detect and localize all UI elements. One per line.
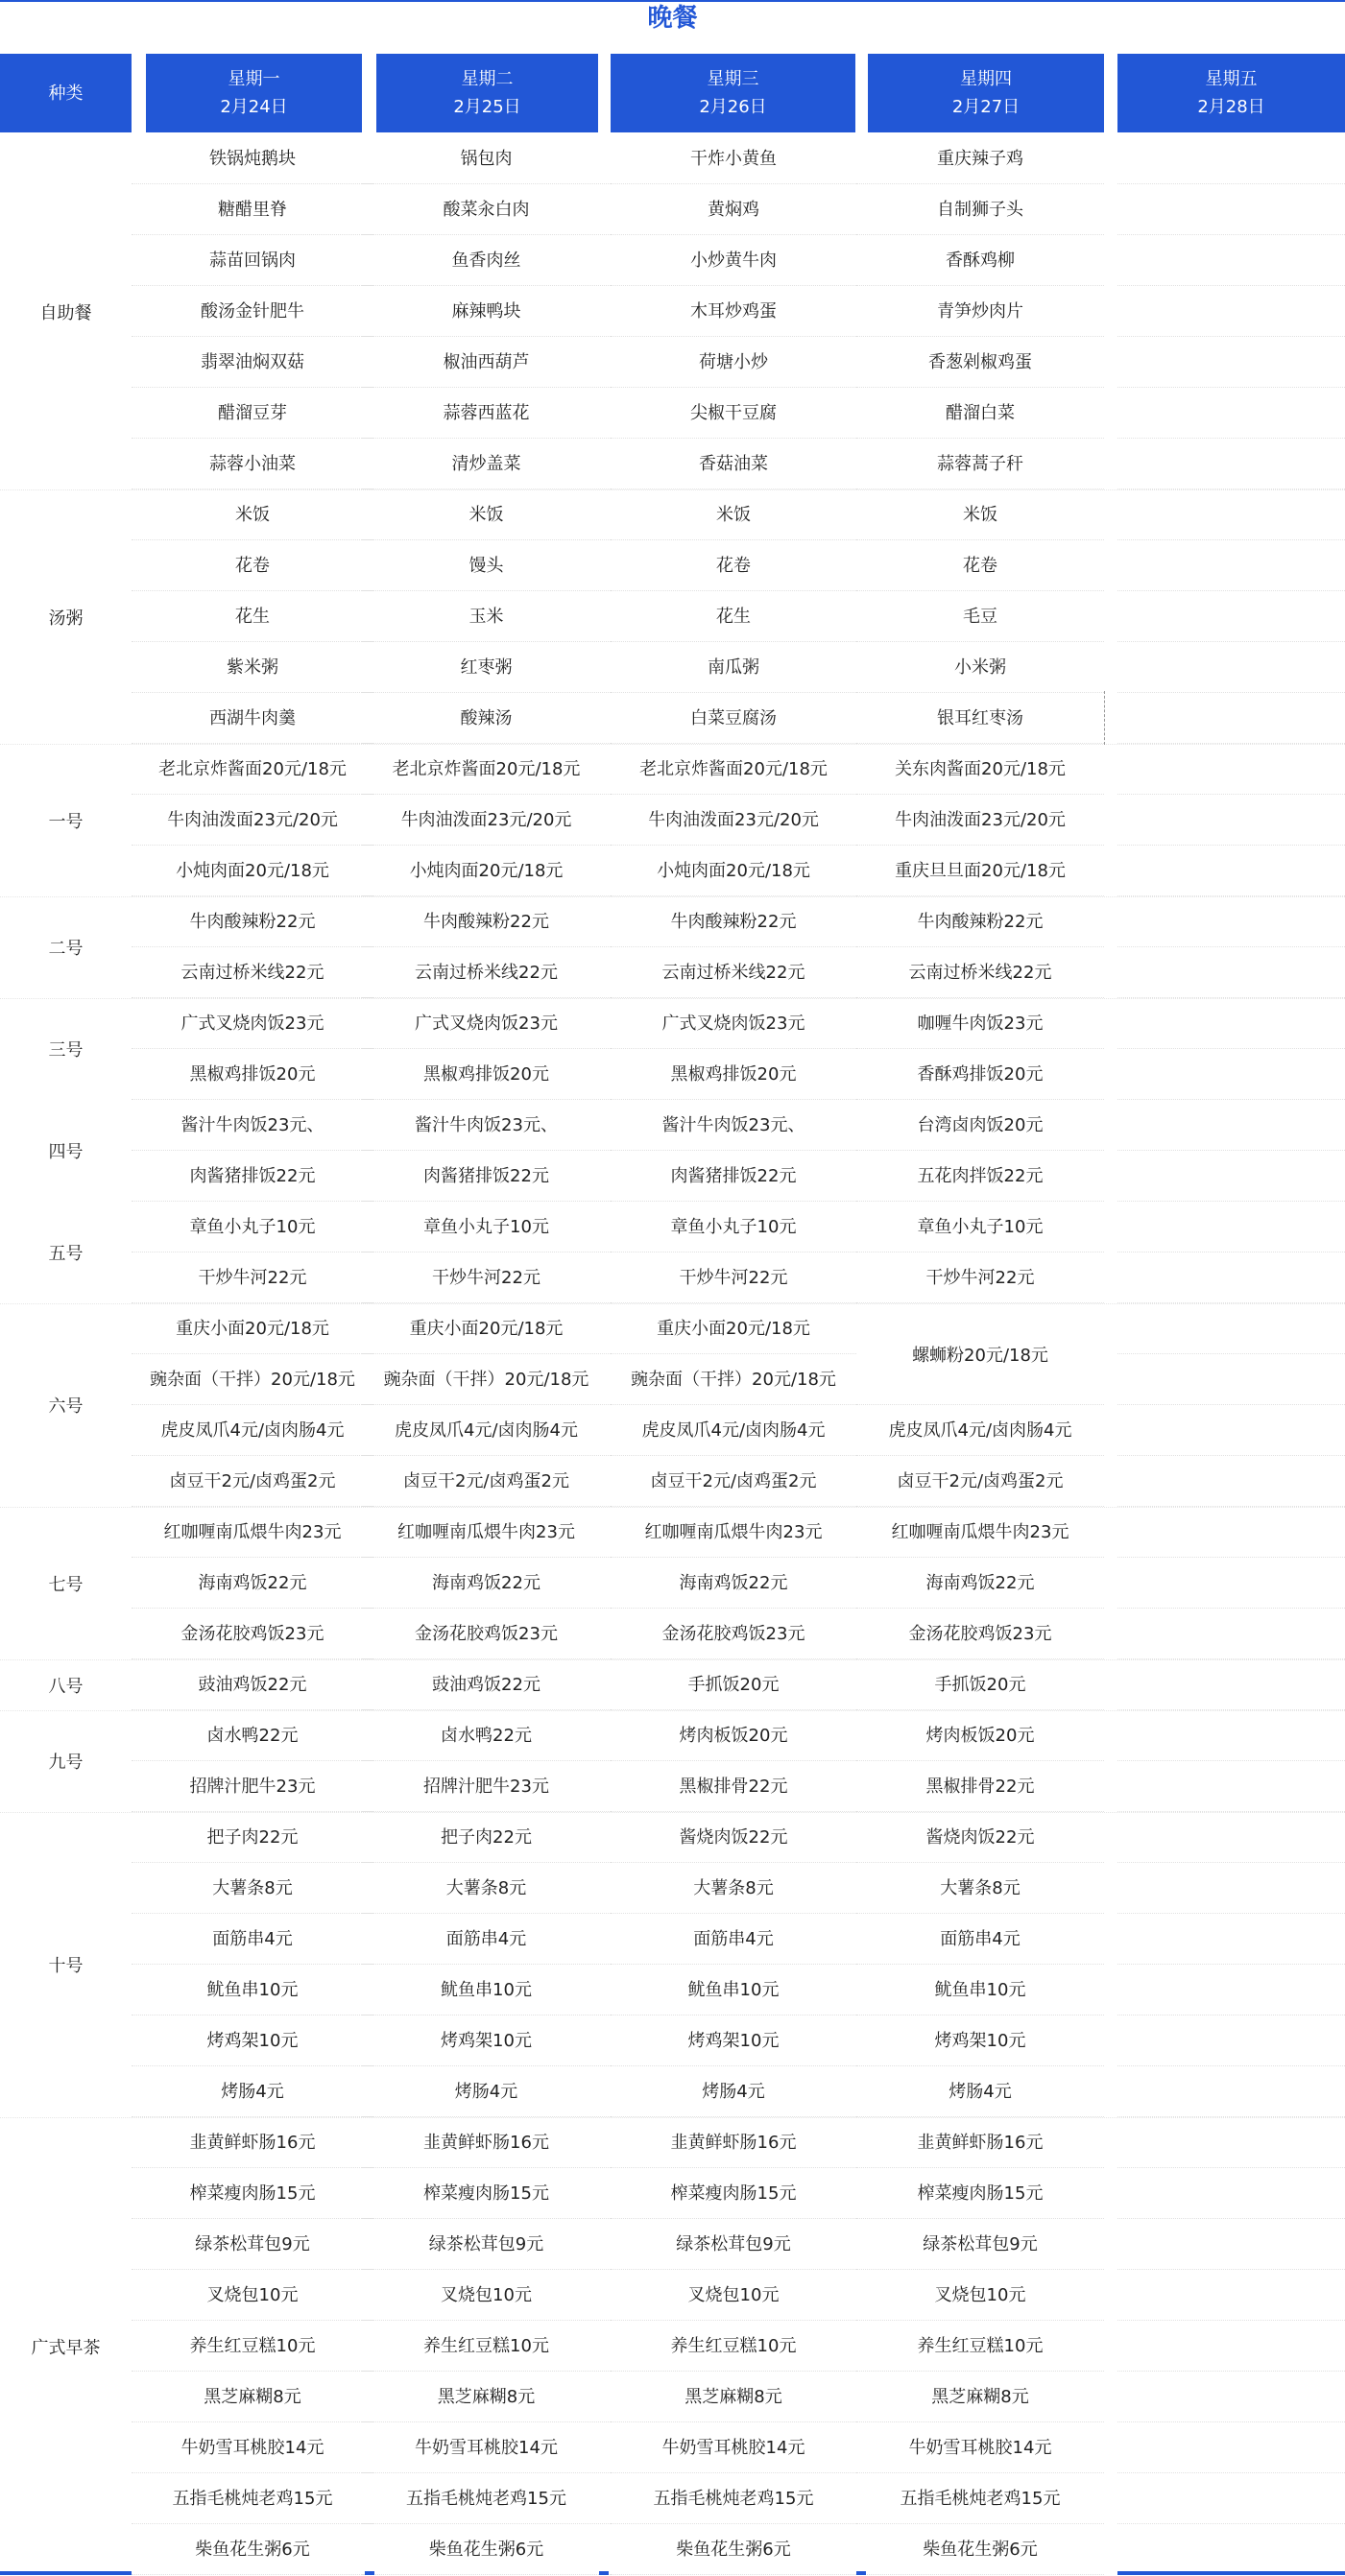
menu-item-cell: 金汤花胶鸡饭23元 bbox=[856, 1609, 1104, 1659]
menu-item-cell: 银耳红枣汤 bbox=[856, 693, 1104, 744]
menu-item-cell: 酱汁牛肉饭23元、 bbox=[611, 1100, 856, 1151]
menu-item-cell: 小炖肉面20元/18元 bbox=[132, 846, 373, 896]
menu-item-cell: 老北京炸酱面20元/18元 bbox=[362, 744, 611, 795]
menu-item-cell: 干炸小黄鱼 bbox=[611, 133, 856, 184]
menu-item-cell: 牛肉油泼面23元/20元 bbox=[132, 795, 373, 846]
menu-item-cell: 鱿鱼串10元 bbox=[856, 1965, 1104, 2015]
menu-item-cell: 广式叉烧肉饭23元 bbox=[611, 998, 856, 1049]
menu-item-cell: 咖喱牛肉饭23元 bbox=[856, 998, 1104, 1049]
empty-day-cell bbox=[1117, 2066, 1345, 2117]
menu-item-cell: 小米粥 bbox=[856, 642, 1104, 693]
empty-day-cell bbox=[1117, 184, 1345, 235]
empty-day-cell bbox=[1117, 2015, 1345, 2066]
menu-item-cell: 卤水鸭22元 bbox=[132, 1710, 373, 1761]
menu-item-cell: 烤鸡架10元 bbox=[856, 2015, 1104, 2066]
menu-item-cell: 蒜苗回锅肉 bbox=[132, 235, 373, 286]
bottom-border bbox=[0, 2571, 132, 2575]
menu-item-cell: 鱼香肉丝 bbox=[362, 235, 611, 286]
menu-item-cell: 黑芝麻糊8元 bbox=[132, 2372, 373, 2422]
menu-item-cell: 五指毛桃炖老鸡15元 bbox=[132, 2473, 373, 2524]
empty-day-cell bbox=[1117, 744, 1345, 795]
menu-item-cell: 香葱剁椒鸡蛋 bbox=[856, 337, 1104, 388]
menu-item-cell: 鱿鱼串10元 bbox=[611, 1965, 856, 2015]
menu-item-cell: 重庆小面20元/18元 bbox=[362, 1303, 611, 1354]
menu-item-cell: 小炖肉面20元/18元 bbox=[362, 846, 611, 896]
menu-item-cell: 黑椒排骨22元 bbox=[856, 1761, 1104, 1812]
menu-item-cell: 金汤花胶鸡饭23元 bbox=[611, 1609, 856, 1659]
menu-item-cell: 牛肉酸辣粉22元 bbox=[856, 896, 1104, 947]
menu-item-cell: 五花肉拌饭22元 bbox=[856, 1151, 1104, 1202]
menu-item-cell: 烤肠4元 bbox=[856, 2066, 1104, 2117]
empty-day-cell bbox=[1117, 1049, 1345, 1100]
menu-item-cell: 玉米 bbox=[362, 591, 611, 642]
menu-item-cell: 韭黄鲜虾肠16元 bbox=[132, 2117, 373, 2168]
menu-item-cell: 海南鸡饭22元 bbox=[132, 1558, 373, 1609]
menu-item-cell: 卤豆干2元/卤鸡蛋2元 bbox=[856, 1456, 1104, 1507]
menu-item-cell: 黑芝麻糊8元 bbox=[362, 2372, 611, 2422]
menu-item-cell: 金汤花胶鸡饭23元 bbox=[362, 1609, 611, 1659]
menu-item-cell: 白菜豆腐汤 bbox=[611, 693, 856, 744]
menu-item-cell: 自制狮子头 bbox=[856, 184, 1104, 235]
bottom-border bbox=[856, 2571, 866, 2575]
menu-item-cell: 手抓饭20元 bbox=[856, 1659, 1104, 1710]
menu-item-cell: 重庆小面20元/18元 bbox=[132, 1303, 373, 1354]
menu-item-cell: 牛肉酸辣粉22元 bbox=[132, 896, 373, 947]
menu-item-cell: 大薯条8元 bbox=[362, 1863, 611, 1914]
menu-item-cell: 黄焖鸡 bbox=[611, 184, 856, 235]
menu-item-cell: 南瓜粥 bbox=[611, 642, 856, 693]
category-label: 六号 bbox=[48, 1396, 84, 1417]
menu-item-cell: 红咖喱南瓜煨牛肉23元 bbox=[856, 1507, 1104, 1558]
menu-item-cell: 章鱼小丸子10元 bbox=[856, 1202, 1104, 1252]
menu-item-cell: 老北京炸酱面20元/18元 bbox=[611, 744, 856, 795]
category-label: 八号 bbox=[48, 1676, 84, 1697]
menu-item-cell: 烤肉板饭20元 bbox=[856, 1710, 1104, 1761]
menu-item-cell: 米饭 bbox=[362, 489, 611, 540]
page-title: 晚餐 bbox=[647, 4, 698, 33]
menu-item-cell: 蒜蓉蒿子秆 bbox=[856, 439, 1104, 489]
menu-item-cell: 干炒牛河22元 bbox=[132, 1252, 373, 1303]
menu-item-cell: 花卷 bbox=[132, 540, 373, 591]
empty-day-cell bbox=[1117, 489, 1345, 540]
empty-day-cell bbox=[1117, 1202, 1345, 1252]
menu-item-cell: 红咖喱南瓜煨牛肉23元 bbox=[362, 1507, 611, 1558]
header-day-tue bbox=[376, 54, 598, 132]
menu-item-cell: 干炒牛河22元 bbox=[362, 1252, 611, 1303]
menu-item-cell: 牛奶雪耳桃胶14元 bbox=[611, 2422, 856, 2473]
menu-item-cell: 面筋串4元 bbox=[362, 1914, 611, 1965]
menu-item-cell: 卤豆干2元/卤鸡蛋2元 bbox=[611, 1456, 856, 1507]
menu-item-cell: 毛豆 bbox=[856, 591, 1104, 642]
menu-item-cell: 清炒盖菜 bbox=[362, 439, 611, 489]
menu-item-cell: 招牌汁肥牛23元 bbox=[362, 1761, 611, 1812]
menu-item-cell: 海南鸡饭22元 bbox=[856, 1558, 1104, 1609]
empty-day-cell bbox=[1117, 1863, 1345, 1914]
menu-item-cell: 章鱼小丸子10元 bbox=[132, 1202, 373, 1252]
menu-item-cell: 牛肉油泼面23元/20元 bbox=[362, 795, 611, 846]
category-label: 九号 bbox=[48, 1753, 84, 1773]
menu-item-cell: 把子肉22元 bbox=[132, 1812, 373, 1863]
menu-item-cell: 黑椒排骨22元 bbox=[611, 1761, 856, 1812]
menu-item-cell: 小炒黄牛肉 bbox=[611, 235, 856, 286]
empty-day-cell bbox=[1117, 795, 1345, 846]
menu-item-cell: 五指毛桃炖老鸡15元 bbox=[856, 2473, 1104, 2524]
category-label: 四号 bbox=[48, 1142, 84, 1162]
category-label: 自助餐 bbox=[39, 302, 92, 323]
empty-day-cell bbox=[1117, 2168, 1345, 2219]
menu-item-cell: 面筋串4元 bbox=[611, 1914, 856, 1965]
menu-item-cell: 翡翠油焖双菇 bbox=[132, 337, 373, 388]
menu-item-cell: 豌杂面（干拌）20元/18元 bbox=[132, 1354, 373, 1405]
bottom-border bbox=[1117, 2571, 1345, 2575]
menu-item-cell: 醋溜白菜 bbox=[856, 388, 1104, 439]
empty-day-cell bbox=[1117, 2219, 1345, 2270]
menu-item-cell: 海南鸡饭22元 bbox=[362, 1558, 611, 1609]
header-date: 2月27日 bbox=[951, 97, 1021, 117]
menu-item-cell: 酱汁牛肉饭23元、 bbox=[132, 1100, 373, 1151]
category-label: 汤粥 bbox=[48, 608, 84, 629]
menu-item-cell: 章鱼小丸子10元 bbox=[362, 1202, 611, 1252]
menu-item-cell: 肉酱猪排饭22元 bbox=[611, 1151, 856, 1202]
empty-day-cell bbox=[1117, 947, 1345, 998]
menu-item-cell: 把子肉22元 bbox=[362, 1812, 611, 1863]
menu-item-cell: 卤水鸭22元 bbox=[362, 1710, 611, 1761]
menu-item-cell: 豉油鸡饭22元 bbox=[362, 1659, 611, 1710]
menu-item-cell: 章鱼小丸子10元 bbox=[611, 1202, 856, 1252]
menu-item-cell: 牛肉酸辣粉22元 bbox=[362, 896, 611, 947]
menu-item-cell: 西湖牛肉羹 bbox=[132, 693, 373, 744]
header-date: 2月25日 bbox=[453, 97, 521, 117]
menu-item-cell: 米饭 bbox=[132, 489, 373, 540]
menu-item-cell: 米饭 bbox=[611, 489, 856, 540]
menu-item-cell: 云南过桥米线22元 bbox=[132, 947, 373, 998]
menu-item-cell: 重庆旦旦面20元/18元 bbox=[856, 846, 1104, 896]
empty-day-cell bbox=[1117, 286, 1345, 337]
menu-item-cell: 酱烧肉饭22元 bbox=[611, 1812, 856, 1863]
menu-item-cell: 烤鸡架10元 bbox=[362, 2015, 611, 2066]
menu-item-cell: 卤豆干2元/卤鸡蛋2元 bbox=[132, 1456, 373, 1507]
menu-item-cell: 花卷 bbox=[611, 540, 856, 591]
menu-item-cell: 干炒牛河22元 bbox=[611, 1252, 856, 1303]
empty-day-cell bbox=[1117, 896, 1345, 947]
header-weekday: 星期二 bbox=[461, 69, 514, 89]
menu-item-cell: 馒头 bbox=[362, 540, 611, 591]
empty-day-cell bbox=[1117, 2117, 1345, 2168]
empty-day-cell bbox=[1117, 693, 1345, 744]
menu-item-cell: 绿茶松茸包9元 bbox=[362, 2219, 611, 2270]
menu-item-cell: 手抓饭20元 bbox=[611, 1659, 856, 1710]
empty-day-cell bbox=[1117, 1965, 1345, 2015]
menu-item-cell: 黑芝麻糊8元 bbox=[856, 2372, 1104, 2422]
empty-day-cell bbox=[1117, 337, 1345, 388]
menu-item-cell: 锅包肉 bbox=[362, 133, 611, 184]
empty-day-cell bbox=[1117, 591, 1345, 642]
menu-item-cell: 养生红豆糕10元 bbox=[362, 2321, 611, 2372]
menu-item-cell: 鱿鱼串10元 bbox=[132, 1965, 373, 2015]
menu-item-cell: 黑椒鸡排饭20元 bbox=[362, 1049, 611, 1100]
menu-item-cell: 豉油鸡饭22元 bbox=[132, 1659, 373, 1710]
empty-day-cell bbox=[1117, 540, 1345, 591]
menu-item-cell: 柴鱼花生粥6元 bbox=[132, 2524, 373, 2575]
menu-item-cell: 香酥鸡柳 bbox=[856, 235, 1104, 286]
menu-item-cell: 榨菜瘦肉肠15元 bbox=[856, 2168, 1104, 2219]
menu-item-cell: 烤肠4元 bbox=[611, 2066, 856, 2117]
menu-item-cell: 酸菜汆白肉 bbox=[362, 184, 611, 235]
menu-item-cell: 麻辣鸭块 bbox=[362, 286, 611, 337]
menu-item-cell: 黑芝麻糊8元 bbox=[611, 2372, 856, 2422]
menu-item-cell: 面筋串4元 bbox=[856, 1914, 1104, 1965]
menu-item-cell: 小炖肉面20元/18元 bbox=[611, 846, 856, 896]
category-label: 三号 bbox=[48, 1040, 84, 1061]
empty-day-cell bbox=[1117, 2321, 1345, 2372]
empty-day-cell bbox=[1117, 642, 1345, 693]
bottom-border bbox=[365, 2571, 374, 2575]
header-day-mon bbox=[146, 54, 362, 132]
header-date: 2月26日 bbox=[699, 97, 767, 117]
menu-item-cell: 黑椒鸡排饭20元 bbox=[611, 1049, 856, 1100]
menu-item-cell: 荷塘小炒 bbox=[611, 337, 856, 388]
empty-day-cell bbox=[1117, 388, 1345, 439]
menu-item-cell: 海南鸡饭22元 bbox=[611, 1558, 856, 1609]
menu-item-cell: 绿茶松茸包9元 bbox=[856, 2219, 1104, 2270]
menu-item-cell: 烤肠4元 bbox=[362, 2066, 611, 2117]
menu-item-cell: 绿茶松茸包9元 bbox=[611, 2219, 856, 2270]
menu-item-cell: 牛奶雪耳桃胶14元 bbox=[856, 2422, 1104, 2473]
menu-item-cell: 干炒牛河22元 bbox=[856, 1252, 1104, 1303]
empty-day-cell bbox=[1117, 1761, 1345, 1812]
menu-item-cell: 黑椒鸡排饭20元 bbox=[132, 1049, 373, 1100]
menu-item-cell: 韭黄鲜虾肠16元 bbox=[611, 2117, 856, 2168]
menu-item-cell: 榨菜瘦肉肠15元 bbox=[611, 2168, 856, 2219]
menu-item-cell: 蒜蓉小油菜 bbox=[132, 439, 373, 489]
menu-item-cell: 养生红豆糕10元 bbox=[611, 2321, 856, 2372]
menu-item-cell: 柴鱼花生粥6元 bbox=[362, 2524, 611, 2575]
empty-day-cell bbox=[1117, 1507, 1345, 1558]
menu-item-cell: 叉烧包10元 bbox=[611, 2270, 856, 2321]
menu-item-cell: 醋溜豆芽 bbox=[132, 388, 373, 439]
menu-item-cell: 鱿鱼串10元 bbox=[362, 1965, 611, 2015]
menu-item-cell: 牛肉酸辣粉22元 bbox=[611, 896, 856, 947]
menu-item-cell: 紫米粥 bbox=[132, 642, 373, 693]
menu-item-cell: 关东肉酱面20元/18元 bbox=[856, 744, 1104, 795]
menu-item-cell: 螺蛳粉20元/18元 bbox=[856, 1303, 1104, 1405]
menu-item-cell: 虎皮凤爪4元/卤肉肠4元 bbox=[132, 1405, 373, 1456]
menu-item-cell: 铁锅炖鹅块 bbox=[132, 133, 373, 184]
menu-item-cell: 烤鸡架10元 bbox=[132, 2015, 373, 2066]
menu-item-cell: 牛奶雪耳桃胶14元 bbox=[362, 2422, 611, 2473]
empty-day-cell bbox=[1117, 1558, 1345, 1609]
empty-day-cell bbox=[1117, 1151, 1345, 1202]
menu-item-cell: 花生 bbox=[611, 591, 856, 642]
menu-item-cell: 虎皮凤爪4元/卤肉肠4元 bbox=[611, 1405, 856, 1456]
menu-item-cell: 叉烧包10元 bbox=[132, 2270, 373, 2321]
menu-item-cell: 五指毛桃炖老鸡15元 bbox=[362, 2473, 611, 2524]
menu-item-cell: 香菇油菜 bbox=[611, 439, 856, 489]
menu-item-cell: 叉烧包10元 bbox=[362, 2270, 611, 2321]
empty-day-cell bbox=[1117, 1812, 1345, 1863]
menu-item-cell: 养生红豆糕10元 bbox=[132, 2321, 373, 2372]
menu-item-cell: 大薯条8元 bbox=[611, 1863, 856, 1914]
menu-item-cell: 蒜蓉西蓝花 bbox=[362, 388, 611, 439]
empty-day-cell bbox=[1117, 846, 1345, 896]
menu-item-cell: 烤肠4元 bbox=[132, 2066, 373, 2117]
menu-item-cell: 榨菜瘦肉肠15元 bbox=[362, 2168, 611, 2219]
menu-item-cell: 豌杂面（干拌）20元/18元 bbox=[611, 1354, 856, 1405]
menu-item-cell: 面筋串4元 bbox=[132, 1914, 373, 1965]
menu-item-cell: 台湾卤肉饭20元 bbox=[856, 1100, 1104, 1151]
menu-item-cell: 酱汁牛肉饭23元、 bbox=[362, 1100, 611, 1151]
header-category-label: 种类 bbox=[48, 83, 84, 104]
menu-item-cell: 酱烧肉饭22元 bbox=[856, 1812, 1104, 1863]
bottom-border bbox=[599, 2571, 609, 2575]
menu-item-cell: 叉烧包10元 bbox=[856, 2270, 1104, 2321]
menu-item-cell: 肉酱猪排饭22元 bbox=[132, 1151, 373, 1202]
menu-item-cell: 柴鱼花生粥6元 bbox=[856, 2524, 1104, 2575]
empty-day-cell bbox=[1117, 1354, 1345, 1405]
category-label: 一号 bbox=[48, 811, 84, 832]
empty-day-cell bbox=[1117, 133, 1345, 184]
menu-item-cell: 韭黄鲜虾肠16元 bbox=[856, 2117, 1104, 2168]
empty-day-cell bbox=[1117, 2524, 1345, 2575]
menu-item-cell: 红枣粥 bbox=[362, 642, 611, 693]
menu-item-cell: 广式叉烧肉饭23元 bbox=[132, 998, 373, 1049]
menu-item-cell: 豌杂面（干拌）20元/18元 bbox=[362, 1354, 611, 1405]
menu-item-cell: 米饭 bbox=[856, 489, 1104, 540]
empty-day-cell bbox=[1117, 1710, 1345, 1761]
header-category bbox=[0, 54, 132, 132]
empty-day-cell bbox=[1117, 1405, 1345, 1456]
menu-item-cell: 广式叉烧肉饭23元 bbox=[362, 998, 611, 1049]
empty-day-cell bbox=[1117, 2422, 1345, 2473]
menu-item-cell: 云南过桥米线22元 bbox=[611, 947, 856, 998]
menu-item-cell: 招牌汁肥牛23元 bbox=[132, 1761, 373, 1812]
menu-item-cell: 烤肉板饭20元 bbox=[611, 1710, 856, 1761]
header-weekday: 星期一 bbox=[228, 69, 280, 89]
header-day-wed bbox=[611, 54, 855, 132]
menu-item-cell: 大薯条8元 bbox=[856, 1863, 1104, 1914]
menu-item-cell: 卤豆干2元/卤鸡蛋2元 bbox=[362, 1456, 611, 1507]
menu-item-cell: 花生 bbox=[132, 591, 373, 642]
menu-item-cell: 牛奶雪耳桃胶14元 bbox=[132, 2422, 373, 2473]
menu-item-cell: 酸汤金针肥牛 bbox=[132, 286, 373, 337]
menu-item-cell: 重庆小面20元/18元 bbox=[611, 1303, 856, 1354]
menu-item-cell: 虎皮凤爪4元/卤肉肠4元 bbox=[856, 1405, 1104, 1456]
empty-day-cell bbox=[1117, 1659, 1345, 1710]
column-divider bbox=[1104, 691, 1105, 745]
empty-day-cell bbox=[1117, 2270, 1345, 2321]
menu-item-cell: 柴鱼花生粥6元 bbox=[611, 2524, 856, 2575]
menu-item-cell: 老北京炸酱面20元/18元 bbox=[132, 744, 373, 795]
menu-item-cell: 大薯条8元 bbox=[132, 1863, 373, 1914]
header-weekday: 星期四 bbox=[960, 69, 1012, 89]
menu-item-cell: 云南过桥米线22元 bbox=[362, 947, 611, 998]
header-date: 2月24日 bbox=[220, 97, 288, 117]
menu-item-cell: 五指毛桃炖老鸡15元 bbox=[611, 2473, 856, 2524]
empty-day-cell bbox=[1117, 2473, 1345, 2524]
menu-item-cell: 烤鸡架10元 bbox=[611, 2015, 856, 2066]
menu-item-cell: 木耳炒鸡蛋 bbox=[611, 286, 856, 337]
empty-day-cell bbox=[1117, 1609, 1345, 1659]
header-day-thu bbox=[868, 54, 1104, 132]
menu-item-cell: 肉酱猪排饭22元 bbox=[362, 1151, 611, 1202]
category-label: 五号 bbox=[48, 1244, 84, 1264]
empty-day-cell bbox=[1117, 1914, 1345, 1965]
menu-item-cell: 重庆辣子鸡 bbox=[856, 133, 1104, 184]
menu-item-cell: 金汤花胶鸡饭23元 bbox=[132, 1609, 373, 1659]
empty-day-cell bbox=[1117, 998, 1345, 1049]
empty-day-cell bbox=[1117, 1456, 1345, 1507]
menu-item-cell: 牛肉油泼面23元/20元 bbox=[611, 795, 856, 846]
menu-item-cell: 青笋炒肉片 bbox=[856, 286, 1104, 337]
empty-day-cell bbox=[1117, 2372, 1345, 2422]
empty-day-cell bbox=[1117, 1252, 1345, 1303]
menu-item-cell: 香酥鸡排饭20元 bbox=[856, 1049, 1104, 1100]
menu-item-cell: 云南过桥米线22元 bbox=[856, 947, 1104, 998]
category-label: 二号 bbox=[48, 939, 84, 959]
menu-item-cell: 红咖喱南瓜煨牛肉23元 bbox=[611, 1507, 856, 1558]
menu-item-cell: 榨菜瘦肉肠15元 bbox=[132, 2168, 373, 2219]
menu-item-cell: 糖醋里脊 bbox=[132, 184, 373, 235]
menu-item-cell: 尖椒干豆腐 bbox=[611, 388, 856, 439]
empty-day-cell bbox=[1117, 235, 1345, 286]
menu-item-cell: 韭黄鲜虾肠16元 bbox=[362, 2117, 611, 2168]
category-label: 广式早茶 bbox=[31, 2337, 101, 2358]
empty-day-cell bbox=[1117, 1100, 1345, 1151]
menu-item-cell: 椒油西葫芦 bbox=[362, 337, 611, 388]
menu-item-cell: 酸辣汤 bbox=[362, 693, 611, 744]
menu-item-cell: 绿茶松茸包9元 bbox=[132, 2219, 373, 2270]
menu-item-cell: 虎皮凤爪4元/卤肉肠4元 bbox=[362, 1405, 611, 1456]
category-label: 十号 bbox=[48, 1956, 84, 1976]
empty-day-cell bbox=[1117, 1303, 1345, 1354]
empty-day-cell bbox=[1117, 439, 1345, 489]
header-date: 2月28日 bbox=[1197, 97, 1265, 117]
menu-item-cell: 牛肉油泼面23元/20元 bbox=[856, 795, 1104, 846]
menu-item-cell: 红咖喱南瓜煨牛肉23元 bbox=[132, 1507, 373, 1558]
header-day-fri bbox=[1117, 54, 1345, 132]
menu-item-cell: 养生红豆糕10元 bbox=[856, 2321, 1104, 2372]
category-label: 七号 bbox=[48, 1574, 84, 1595]
header-weekday: 星期五 bbox=[1205, 69, 1258, 89]
header-weekday: 星期三 bbox=[707, 69, 759, 89]
menu-item-cell: 花卷 bbox=[856, 540, 1104, 591]
